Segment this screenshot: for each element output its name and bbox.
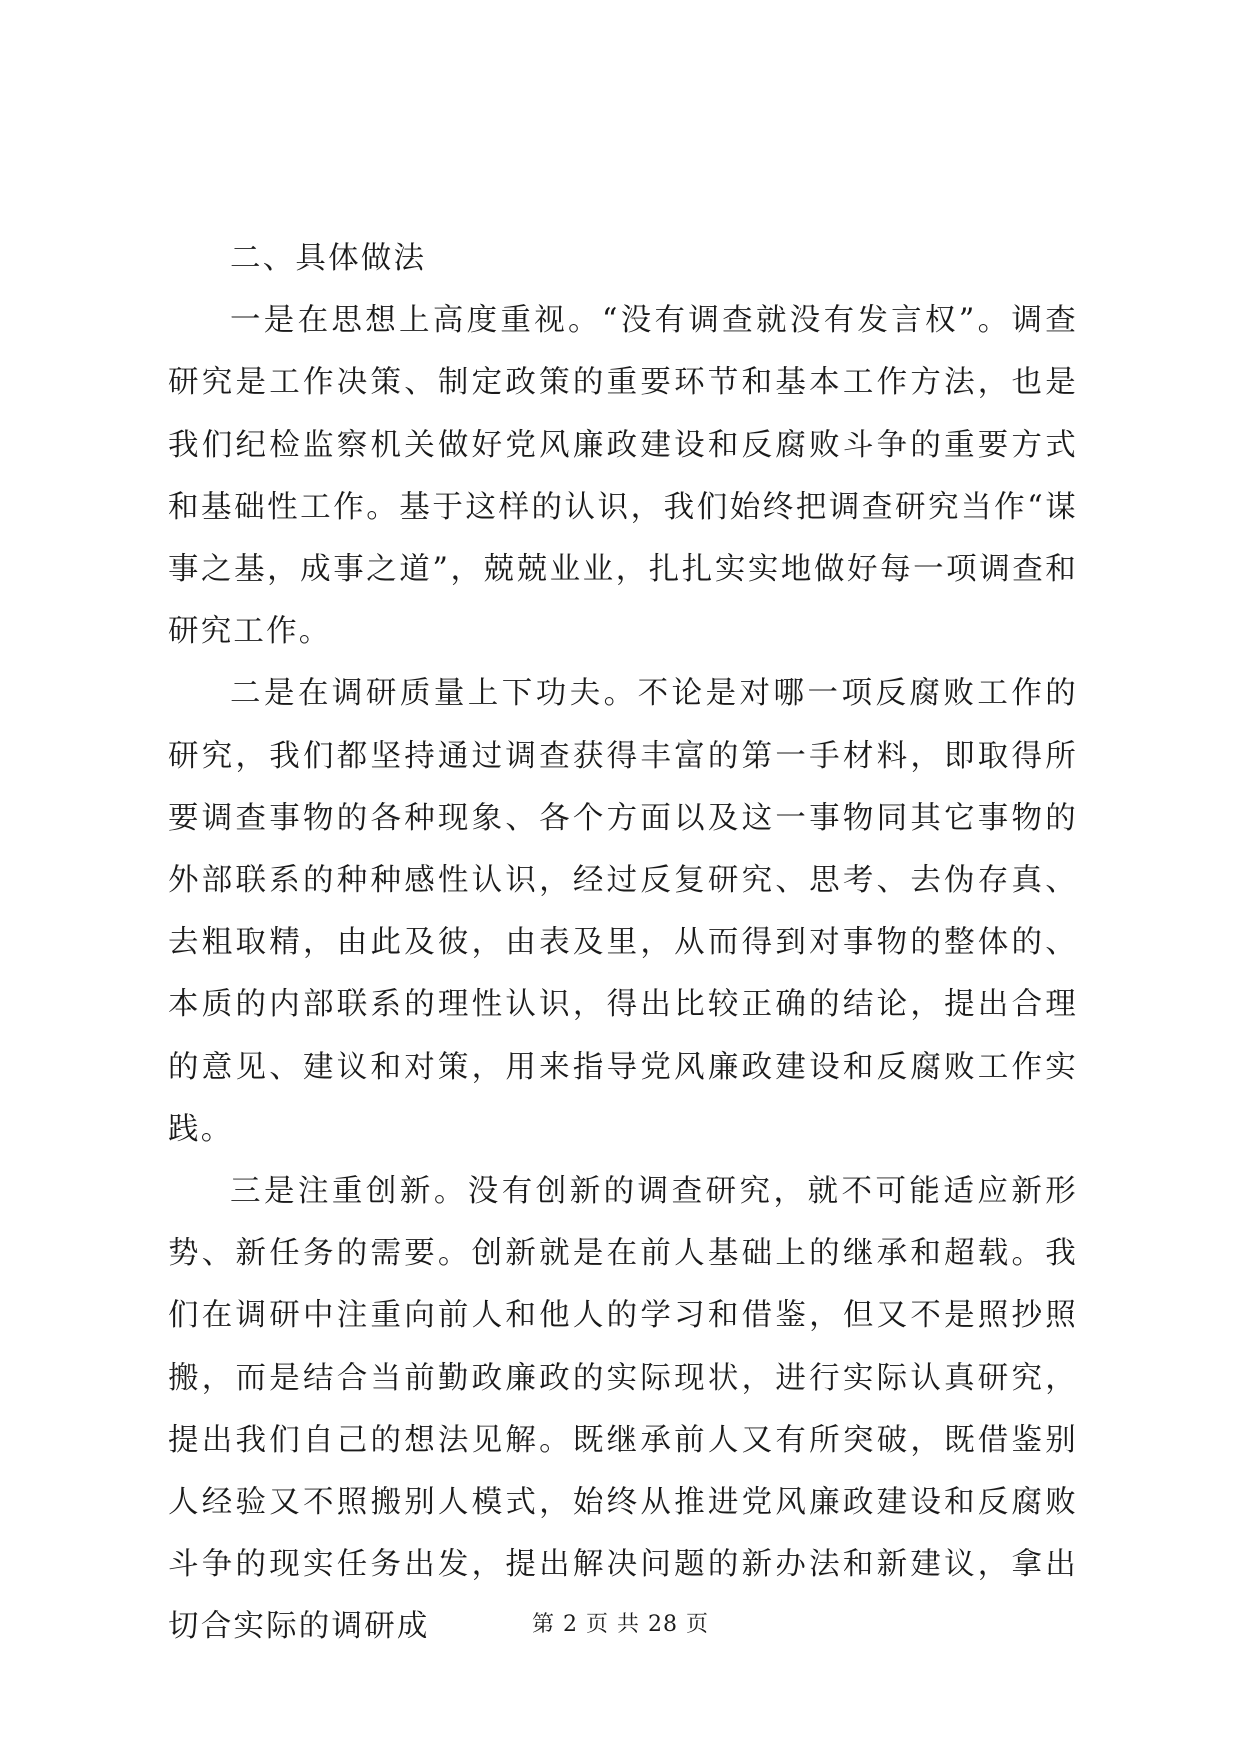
page-number-footer: 第 2 页 共 28 页: [532, 1612, 709, 1637]
section-heading: 二、具体做法: [230, 241, 427, 276]
document-body: [168, 228, 1078, 1659]
paragraph-1: 一是在思想上高度重视。“没有调查就没有发言权”。调查研究是工作决策、制定政策的重要环节和基本工作方法，也是我们纪检监察机关做好党风廉政建设和反腐败斗争的重要方式和基础性工作。基于这样的认识，我们始终把调查研究当作“谋事之基，成事之道”，兢兢业业，扎扎实实地做好每一项调查和研究工作。: [168, 303, 1078, 650]
paragraph-2: 二是在调研质量上下功夫。不论是对哪一项反腐败工作的研究，我们都坚持通过调查获得丰富的第一手材料，即取得所要调查事物的各种现象、各个方面以及这一事物同其它事物的外部联系的种种感性认识，经过反复研究、思考、去伪存真、去粗取精，由此及彼，由表及里，从而得到对事物的整体的、本质的内部联系的理性认识，得出比较正确的结论，提出合理的意见、建议和对策，用来指导党风廉政建设和反腐败工作实践。: [168, 676, 1078, 1147]
paragraph-3: 三是注重创新。没有创新的调查研究，就不可能适应新形势、新任务的需要。创新就是在前人基础上的继承和超载。我们在调研中注重向前人和他人的学习和借鉴，但又不是照抄照搬，而是结合当前勤政廉政的实际现状，进行实际认真研究，提出我们自己的想法见解。既继承前人又有所突破，既借鉴别人经验又不照搬别人模式，始终从推进党风廉政建设和反腐败斗争的现实任务出发，提出解决问题的新办法和新建议，拿出切合实际的调研成: [168, 1174, 1078, 1645]
